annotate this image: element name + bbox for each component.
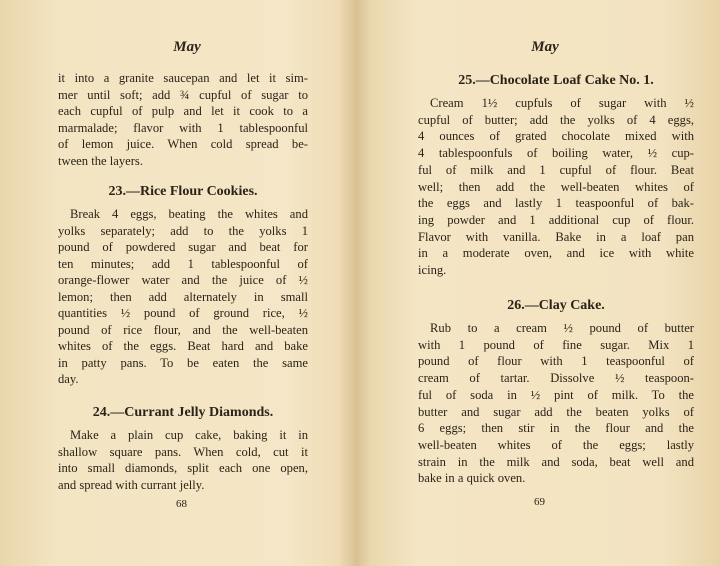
- text-line: Break 4 eggs, beating the whites and: [70, 207, 308, 221]
- text-line: the eggs and lastly 1 teaspoonful of bak-: [418, 196, 694, 211]
- text-line: pound of powdered sugar and beat for: [58, 240, 308, 254]
- text-line: shallow square pans. When cold, cut it: [58, 444, 308, 459]
- text-line: well; then add the well-beaten whites of: [418, 179, 694, 194]
- page-number: 69: [534, 496, 545, 508]
- recipe-heading: 26.—Clay Cake.: [507, 298, 605, 313]
- text-line: orange-flower water and the juice of ½: [58, 273, 308, 287]
- text-line: whites of the eggs. Beat hard and bake: [58, 339, 308, 353]
- running-head: May: [531, 39, 559, 55]
- recipe-heading: 24.—Currant Jelly Diamonds.: [92, 405, 274, 420]
- text-line: cupful of butter; add the yolks of 4 eggs,: [418, 112, 694, 127]
- text-line: ing powder and 1 additional cup of flour.: [418, 212, 694, 227]
- text-line: day.: [58, 372, 79, 386]
- text-line: pound of flour with 1 teaspoonful of: [418, 354, 694, 369]
- text-line: Make a plain cup cake, baking it in: [70, 428, 308, 442]
- text-line: each cupful of pulp and let it cook to a: [58, 104, 308, 118]
- text-line: 4 ounces of grated chocolate mixed with: [418, 129, 694, 144]
- text-line: marmalade; flavor with 1 tablespoonful: [58, 120, 308, 135]
- text-line: butter and sugar add the beaten yolks of: [418, 404, 694, 419]
- text-line: yolks separately; add to the yolks 1: [58, 223, 308, 238]
- recipe-heading: 25.—Chocolate Loaf Cake No. 1.: [458, 73, 654, 88]
- text-line: in patty pans. To be eaten the same: [58, 355, 308, 370]
- text-line: Cream 1½ cupfuls of sugar with ½: [430, 96, 694, 110]
- text-line: tween the layers.: [58, 153, 143, 168]
- text-line: lemon; then add alternately in small: [58, 289, 308, 304]
- text-line: bake in a quick oven.: [418, 471, 526, 486]
- text-line: ful of soda in ½ pint of milk. To the: [418, 387, 694, 402]
- text-line: Rub to a cream ½ pound of butter: [430, 321, 694, 335]
- text-line: ten minutes; add 1 tablespoonful of: [58, 256, 308, 271]
- text-line: of lemon juice. When cold spread be-: [58, 137, 308, 151]
- page-number: 68: [176, 498, 187, 510]
- text-line: Flavor with vanilla. Bake in a loaf pan: [418, 229, 694, 244]
- text-line: with 1 pound of fine sugar. Mix 1: [418, 337, 694, 352]
- text-line: quantities ½ pound of ground rice, ½: [58, 306, 308, 320]
- text-line: ful of milk and 1 cupful of flour. Beat: [418, 162, 694, 177]
- text-line: it into a granite saucepan and let it sim-: [58, 71, 308, 85]
- recipe-heading: 23.—Rice Flour Cookies.: [108, 184, 258, 199]
- running-head: May: [173, 39, 201, 55]
- text-line: icing.: [418, 263, 447, 277]
- text-line: cream of tartar. Dissolve ½ teaspoon-: [418, 371, 694, 386]
- text-line: well-beaten whites of the eggs; lastly: [418, 437, 694, 452]
- right-page: [362, 0, 720, 566]
- text-line: strain in the milk and soda, beat well and: [418, 454, 694, 469]
- text-line: 4 tablespoonfuls of boiling water, ½ cup-: [418, 146, 694, 161]
- text-line: and spread with currant jelly.: [58, 477, 205, 492]
- text-line: into small diamonds, split each one open,: [58, 461, 308, 475]
- text-line: 6 eggs; then stir in the flour and the: [418, 421, 694, 436]
- text-line: mer until soft; add ¾ cupful of sugar to: [58, 87, 308, 102]
- text-line: in a moderate oven, and ice with white: [418, 246, 694, 261]
- left-page: [0, 0, 358, 566]
- text-line: pound of rice flour, and the well-beaten: [58, 322, 308, 337]
